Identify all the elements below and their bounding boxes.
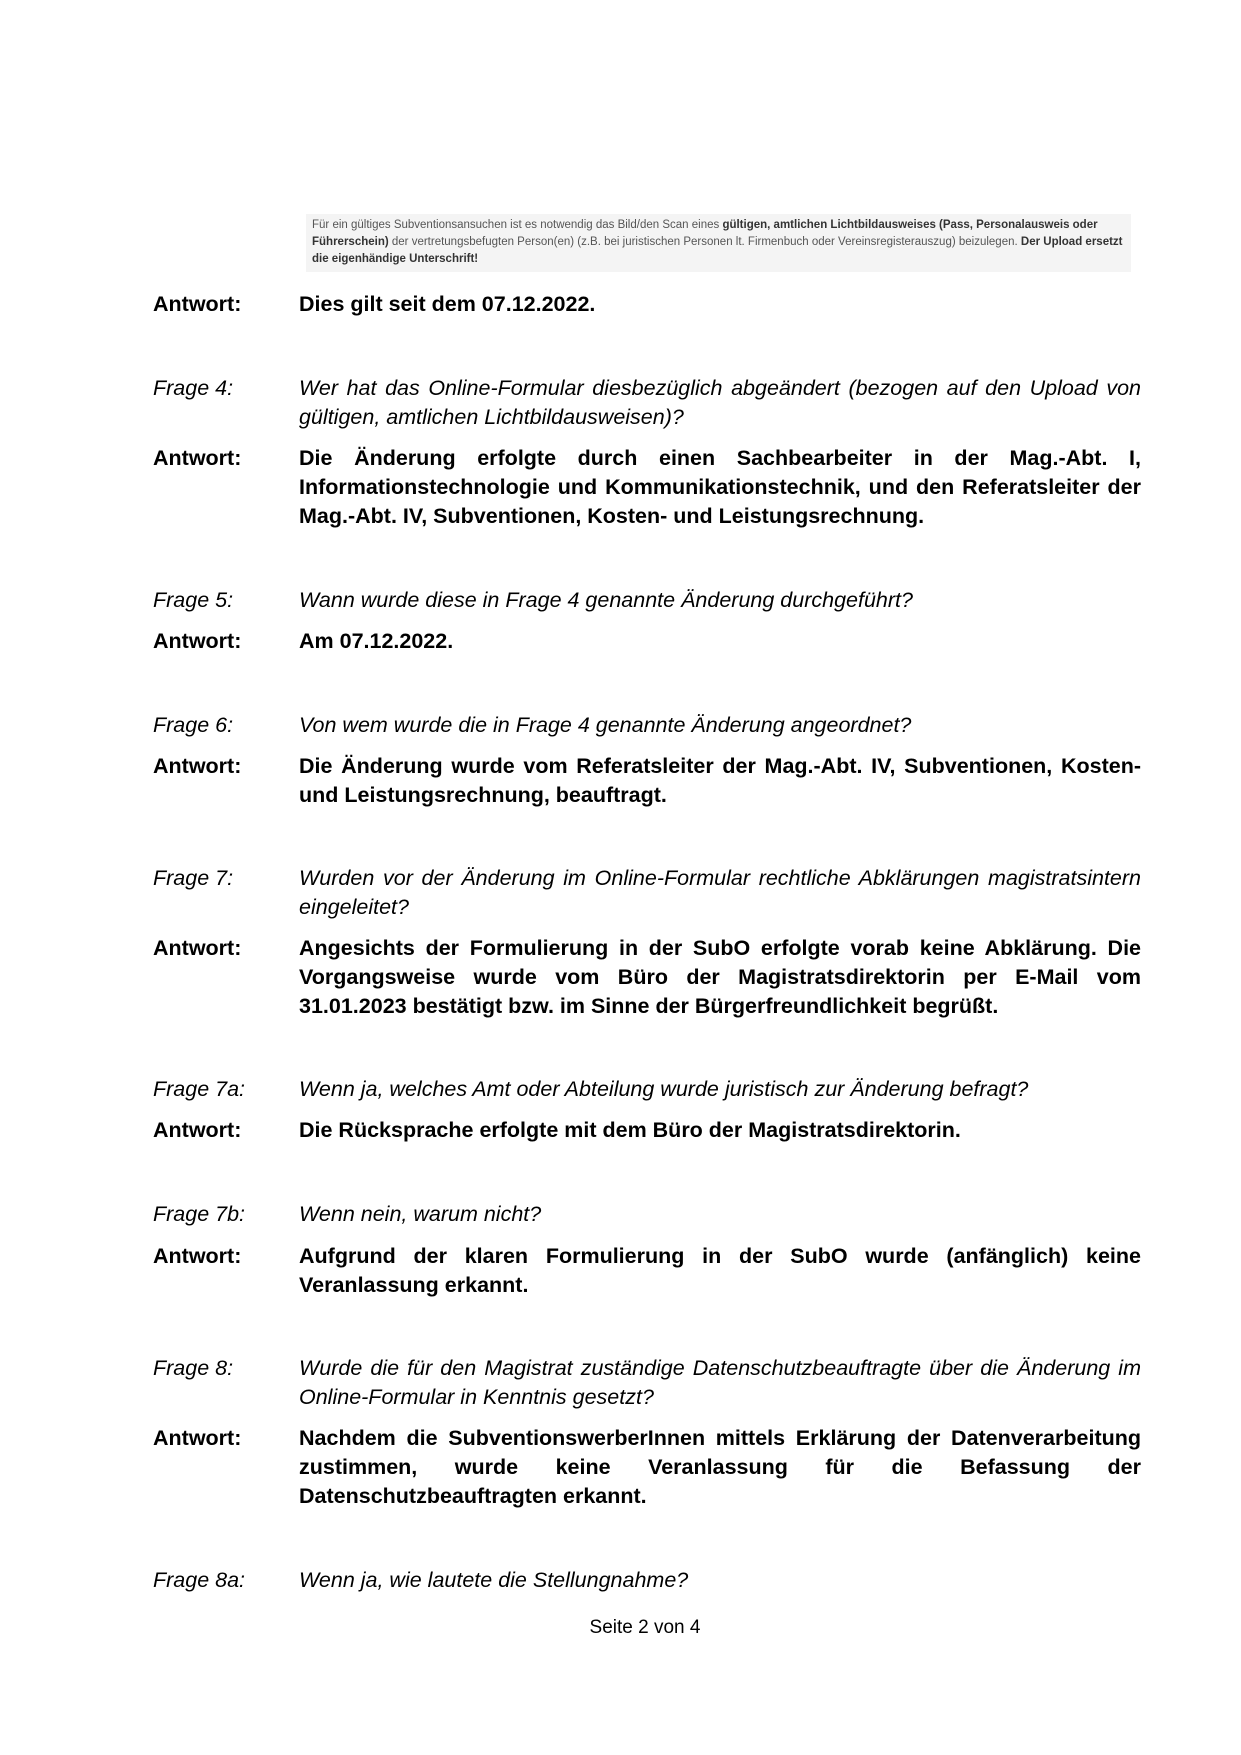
question-label: Frage 4: [153, 376, 234, 400]
page-number: Seite 2 von 4 [589, 1617, 701, 1638]
answer-text: Die Änderung wurde vom Referatsleiter der Mag.-Abt. IV, Subventionen, Kosten- und Leistungsrechnung, beauftragt. [299, 754, 1141, 807]
question-text: Von wem wurde die in Frage 4 genannte Änderung angeordnet? [299, 713, 912, 737]
scanned-form-excerpt [306, 214, 1131, 272]
answer-label: Antwort: [153, 629, 242, 653]
answer-text: Angesichts der Formulierung in der SubO erfolgte vorab keine Abklärung. Die Vorgangsweise wurde vom Büro der Magistratsdirektorin per E-Mail vom 31.01.2023 bestätigt bzw. im Sinne der Bürgerfreundlichkeit begrüßt. [299, 936, 1141, 1018]
answer-text: Am 07.12.2022. [299, 629, 454, 653]
answer-label: Antwort: [153, 936, 242, 960]
question-text: Wurden vor der Änderung im Online-Formular rechtliche Abklärungen magistratsintern eingeleitet? [299, 866, 1141, 919]
scan-text-1: Für ein gültiges Subventionsansuchen ist es notwendig das Bild/den Scan eines [312, 219, 723, 231]
question-text: Wann wurde diese in Frage 4 genannte Änderung durchgeführt? [299, 588, 913, 612]
question-label: Frage 8a: [153, 1568, 246, 1592]
question-label: Frage 7: [153, 866, 234, 890]
answer-label: Antwort: [153, 754, 242, 778]
answer-label: Antwort: [153, 1426, 242, 1450]
answer-label: Antwort: [153, 292, 242, 316]
question-text: Wenn ja, welches Amt oder Abteilung wurde juristisch zur Änderung befragt? [299, 1077, 1029, 1101]
answer-label: Antwort: [153, 1244, 242, 1268]
question-text: Wer hat das Online-Formular diesbezüglich abgeändert (bezogen auf den Upload von gültigen, amtlichen Lichtbildausweisen)? [299, 376, 1141, 429]
answer-text: Aufgrund der klaren Formulierung in der SubO wurde (anfänglich) keine Veranlassung erkannt. [299, 1244, 1141, 1297]
question-label: Frage 8: [153, 1356, 234, 1380]
scan-text-2: der vertretungsbefugten Person(en) (z.B. bei juristischen Personen lt. Firmenbuch oder Vereinsregisterauszug) beizulegen. [388, 236, 1021, 248]
answer-text: Nachdem die SubventionswerberInnen mittels Erklärung der Datenverarbeitung zustimmen, wurde keine Veranlassung für die Befassung der Datenschutzbeauftragten erkannt. [299, 1426, 1141, 1508]
answer-label: Antwort: [153, 1118, 242, 1142]
question-label: Frage 7a: [153, 1077, 246, 1101]
answer-text: Die Rücksprache erfolgte mit dem Büro der Magistratsdirektorin. [299, 1118, 961, 1142]
question-text: Wenn ja, wie lautete die Stellungnahme? [299, 1568, 689, 1592]
question-text: Wenn nein, warum nicht? [299, 1202, 542, 1226]
answer-text: Die Änderung erfolgte durch einen Sachbearbeiter in der Mag.-Abt. I, Informationstechnologie und Kommunikationstechnik, und den Referatsleiter der Mag.-Abt. IV, Subventionen, Kosten- und Leistungsrechnung. [299, 446, 1141, 528]
answer-label: Antwort: [153, 446, 242, 470]
scan-bold-2: Der Upload ersetzt die eigenhändige Unterschrift! [312, 236, 1123, 265]
scan-bold-1: gültigen, amtlichen Lichtbildausweises (Pass, Personalausweis oder Führerschein) [312, 219, 1098, 248]
answer-text: Dies gilt seit dem 07.12.2022. [299, 292, 596, 316]
question-label: Frage 6: [153, 713, 234, 737]
question-label: Frage 7b: [153, 1202, 246, 1226]
question-label: Frage 5: [153, 588, 234, 612]
question-text: Wurde die für den Magistrat zuständige Datenschutzbeauftragte über die Änderung im Online-Formular in Kenntnis gesetzt? [299, 1356, 1141, 1409]
